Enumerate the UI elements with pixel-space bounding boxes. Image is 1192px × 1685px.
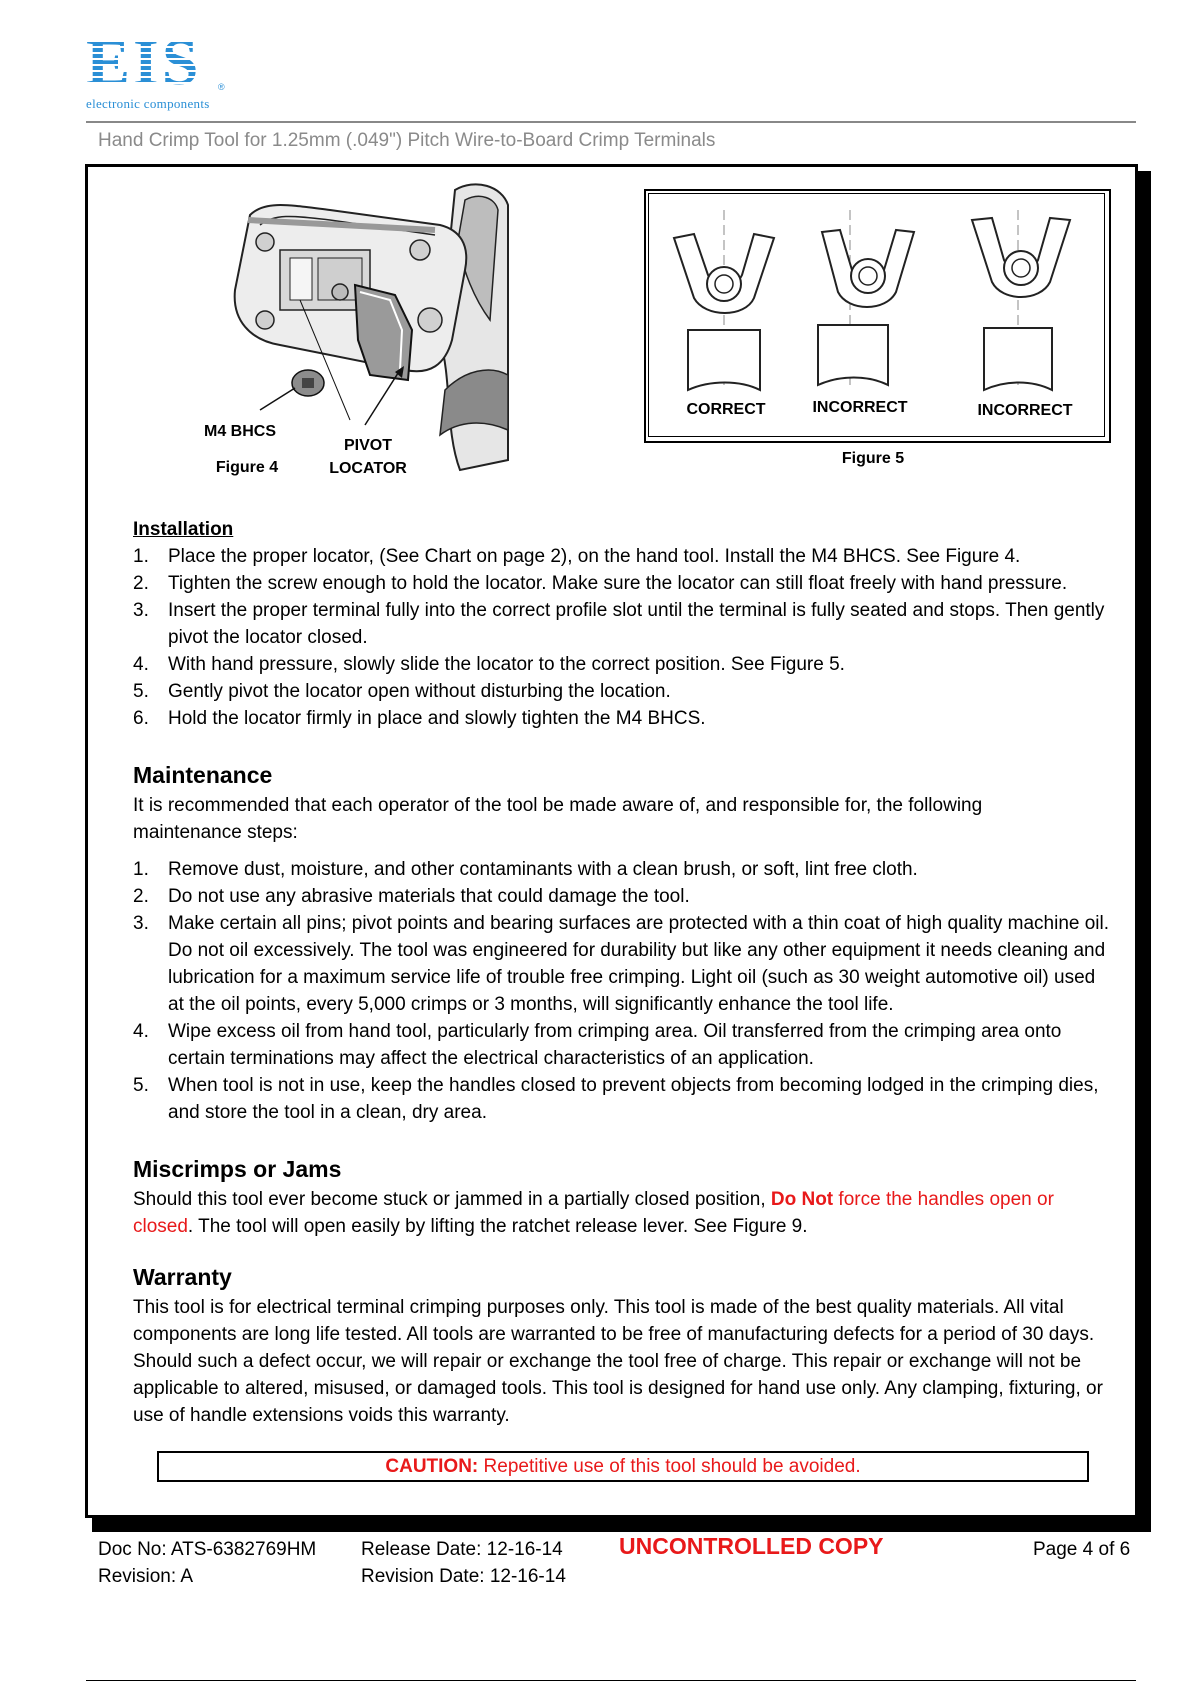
- list-item: 5. When tool is not in use, keep the handles closed to prevent objects from becoming lodged in the crimping dies, and store the tool in a clean, dry area.: [133, 1075, 1099, 1123]
- list-item: 2. Do not use any abrasive materials that could damage the tool.: [133, 886, 690, 907]
- warranty-text: This tool is for electrical terminal crimping purposes only. This tool is made of the best quality materials. All vital components are long life tested. All tools are warranted to be free of manufacturing defects for a period of 30 days. Should such a defect occur, we will repair or exchange the tool free of charge. This repair or exchange will not be applicable to altered, misused, or damaged tools. This tool is designed for hand use only. Any clamping, fixturing, or use of handle extensions voids this warranty.: [133, 1297, 1103, 1426]
- miscrimps-text: Should this tool ever become stuck or jammed in a partially closed position, Do Not force the handles open or closed. The tool will open easily by lifting the ratchet release lever. See Figure 9.: [133, 1189, 1054, 1237]
- page-number: Page 4 of 6: [1033, 1539, 1131, 1560]
- force-warning: force the handles open or closed: [133, 1189, 1054, 1237]
- miscrimps-section: [133, 1152, 1093, 1240]
- installation-section: [133, 516, 1113, 732]
- revision-date: Revision Date: 12-16-14: [361, 1566, 566, 1587]
- caution-box: [157, 1451, 1089, 1482]
- list-item: 5. Gently pivot the locator open without disturbing the location.: [133, 681, 671, 702]
- list-item: 4. With hand pressure, slowly slide the locator to the correct position. See Figure 5.: [133, 654, 845, 675]
- uncontrolled-copy-badge: UNCONTROLLED COPY: [619, 1533, 884, 1559]
- logo-text: EIS: [86, 30, 236, 96]
- label-incorrect-1: INCORRECT: [812, 399, 908, 416]
- list-item: 1. Remove dust, moisture, and other contaminants with a clean brush, or soft, lint free cloth.: [133, 859, 918, 880]
- installation-steps: [133, 543, 1113, 732]
- document-title: Hand Crimp Tool for 1.25mm (.049") Pitch Wire-to-Board Crimp Terminals: [98, 130, 716, 151]
- logo-subtitle: electronic components: [86, 96, 210, 111]
- warranty-section: [133, 1260, 1103, 1429]
- warranty-heading: Warranty: [133, 1264, 232, 1290]
- label-m4-bhcs: M4 BHCS: [203, 423, 276, 440]
- installation-heading: Installation: [133, 519, 234, 540]
- list-item: 3. Insert the proper terminal fully into the correct profile slot until the terminal is fully seated and stops. Then gently pivot the locator closed.: [133, 600, 1105, 648]
- incorrect-position-diagram-1: [818, 210, 914, 390]
- list-item: 6. Hold the locator firmly in place and slowly tighten the M4 BHCS.: [133, 708, 706, 729]
- maintenance-heading: Maintenance: [133, 762, 273, 788]
- correct-position-diagram: [674, 210, 774, 390]
- registered-mark: ®: [218, 82, 225, 92]
- do-not-warning: Do Not: [770, 1189, 834, 1210]
- maintenance-section: [133, 758, 1113, 1126]
- list-item: 1. Place the proper locator, (See Chart on page 2), on the hand tool. Install the M4 BHCS. See Figure 4.: [133, 546, 1021, 567]
- label-correct: CORRECT: [686, 401, 766, 418]
- release-date: Release Date: 12-16-14: [361, 1539, 563, 1560]
- list-item: 3. Make certain all pins; pivot points and bearing surfaces are protected with a thin coat of high quality machine oil. Do not oil excessively. The tool was engineered for durability but like any other equipment it needs cleaning and lubrication for a maximum service life of trouble free crimping. Light oil (such as 30 weight automotive oil) used at the oil points, every 5,000 crimps or 3 months, will significantly enhance the tool life.: [133, 913, 1110, 1015]
- header-divider: [86, 121, 1136, 123]
- figure-4-caption: Figure 4: [215, 459, 279, 476]
- list-item: 2. Tighten the screw enough to hold the locator. Make sure the locator can still float freely with hand pressure.: [133, 573, 1068, 594]
- doc-number: Doc No: ATS-6382769HM: [98, 1539, 317, 1560]
- caution-label: CAUTION:: [385, 1456, 479, 1477]
- list-item: 4. Wipe excess oil from hand tool, particularly from crimping area. Oil transferred from the crimping area onto certain terminations may affect the electrical characteristics of an application.: [133, 1021, 1062, 1069]
- incorrect-position-diagram-2: [972, 210, 1070, 390]
- figure-5-caption: Figure 5: [841, 450, 905, 467]
- maintenance-intro: It is recommended that each operator of the tool be made aware of, and responsible for, the following maintenance steps:: [133, 795, 983, 843]
- bottom-divider: [86, 1680, 1136, 1681]
- label-incorrect-2: INCORRECT: [977, 402, 1073, 419]
- miscrimps-heading: Miscrimps or Jams: [133, 1156, 342, 1182]
- caution-text: Repetitive use of this tool should be avoided.: [478, 1456, 861, 1477]
- figure-5-illustration: [650, 200, 1100, 400]
- revision: Revision: A: [98, 1566, 194, 1587]
- label-pivot-locator: PIVOT LOCATOR: [329, 437, 407, 477]
- maintenance-steps: [133, 856, 1113, 1126]
- eis-logo: [86, 26, 236, 112]
